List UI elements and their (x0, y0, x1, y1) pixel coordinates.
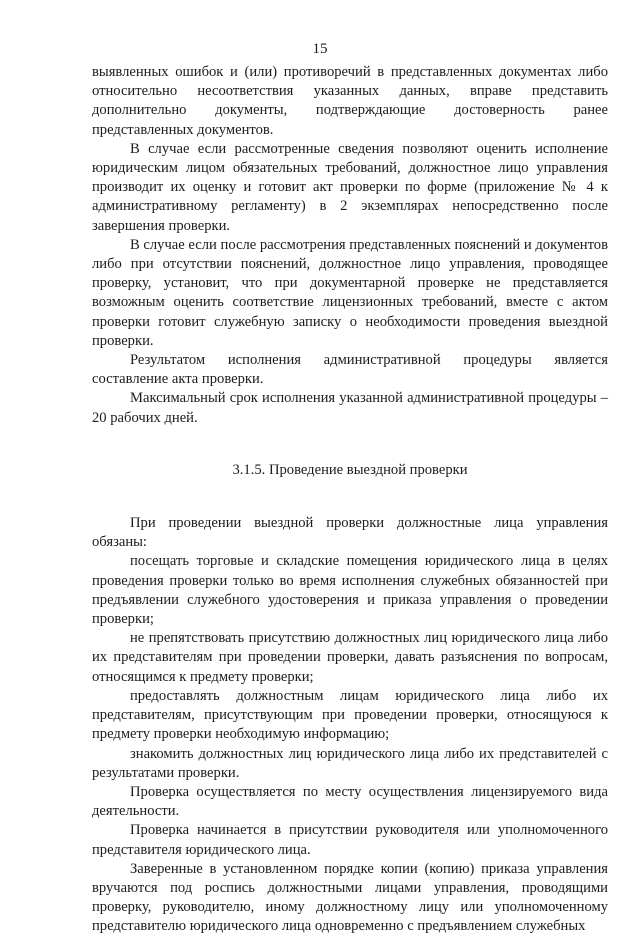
paragraph: Максимальный срок исполнения указанной административной процедуры – 20 рабочих дней. (92, 390, 608, 426)
paragraphs-before-heading (92, 63, 608, 428)
paragraphs-after-heading (92, 514, 608, 936)
paragraph: Заверенные в установленном порядке копии (копию) приказа управления вручаются под роспись должностными лицами управления, проводящими проверку, руководителю, иному должностному лицу или уполномоченному представителю юридического лица одновременно с предъявлением служебных (92, 860, 608, 935)
document-body (92, 63, 608, 937)
paragraph: Проверка осуществляется по месту осуществления лицензируемого вида деятельности. (92, 783, 608, 820)
paragraph: В случае если после рассмотрения представленных пояснений и документов либо при отсутствии пояснений, должностное лицо управления, проводящее проверку, установит, что при документарной проверке не представляется возможным оценить соответствие лицензионных требований, вместе с актом проверки готовит служебную записку о необходимости проведения выездной проверки. (92, 236, 608, 349)
paragraph: Результатом исполнения административной процедуры является составление акта проверки. (92, 352, 608, 388)
paragraph: посещать торговые и складские помещения юридического лица в целях проведения проверки только во время исполнения служебных обязанностей при предъявлении служебного удостоверения и приказа управления о проведении проверки; (92, 553, 608, 628)
page-number: 15 (312, 41, 328, 57)
paragraph: В случае если рассмотренные сведения позволяют оценить исполнение юридическим лицом обязательных требований, должностное лицо управления производит их оценку и готовит акт проверки по форме (приложение № 4 к административному регламенту) в 2 экземплярах непосредственно после завершения проверки. (92, 140, 608, 234)
paragraph: Проверка начинается в присутствии руководителя или уполномоченного представителя юридического лица. (92, 822, 608, 858)
paragraph: предоставлять должностным лицам юридического лица либо их представителям, присутствующим при проведении проверки, относящуюся к предмету проверки необходимую информацию; (92, 687, 608, 743)
paragraph: выявленных ошибок и (или) противоречий в представленных документах либо относительно несоответствия указанных данных, вправе представить дополнительно документы, подтверждающие достоверность ранее представленных документов. (92, 64, 608, 138)
paragraph: знакомить должностных лиц юридического лица либо их представителей с результатами проверки. (92, 745, 608, 781)
section-heading: 3.1.5. Проведение выездной проверки (232, 461, 468, 478)
paragraph: не препятствовать присутствию должностных лиц юридического лица либо их представителям при проведении проверки, давать разъяснения по вопросам, относящимся к предмету проверки; (92, 630, 608, 685)
paragraph: При проведении выездной проверки должностные лица управления обязаны: (92, 515, 608, 551)
